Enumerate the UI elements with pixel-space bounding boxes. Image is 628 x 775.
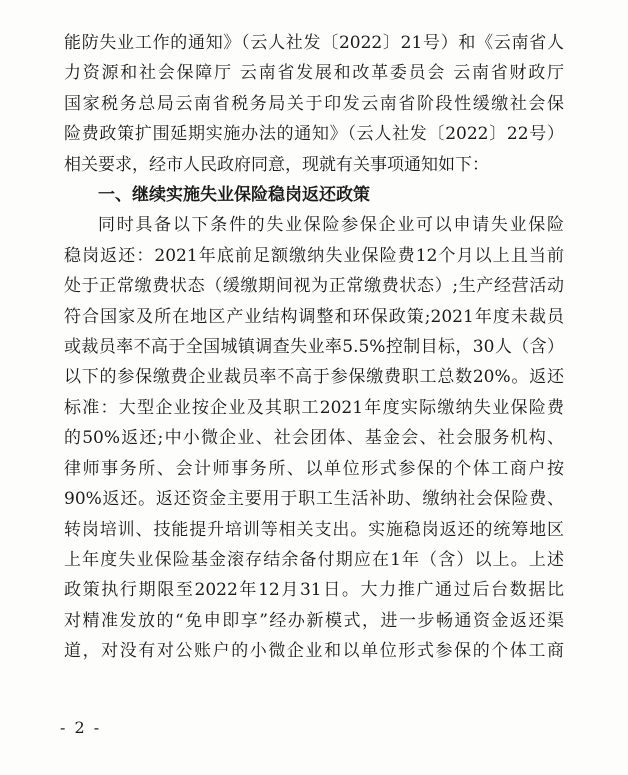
text-line: 90%返还。返还资金主要用于职工生活补助、缴纳社会保险费、 (64, 489, 564, 510)
text-line: 险费政策扩围延期实施办法的通知》（云人社发〔2022〕22号） (64, 124, 564, 145)
text-line: 符合国家及所在地区产业结构调整和环保政策;2021年度未裁员 (64, 306, 564, 327)
text-line: 相关要求，经市人民政府同意，现就有关事项通知如下： (64, 154, 489, 175)
text-line: 国家税务总局云南省税务局关于印发云南省阶段性缓缴社会保 (64, 93, 564, 114)
text-line: 政策执行期限至2022年12月31日。大力推广通过后台数据比 (64, 580, 564, 601)
text-line: 能防失业工作的通知》（云人社发〔2022〕21号）和《云南省人 (64, 33, 564, 53)
text-line: 力资源和社会保障厅 云南省发展和改革委员会 云南省财政厅 (64, 63, 564, 84)
text-line: 以下的参保缴费企业裁员率不高于参保缴费职工总数20%。返还 (64, 367, 564, 388)
text-line: 同时具备以下条件的失业保险参保企业可以申请失业保险 (98, 215, 564, 236)
text-line: 律师事务所、会计师事务所、以单位形式参保的个体工商户按 (64, 458, 564, 479)
text-line: 或裁员率不高于全国城镇调查失业率5.5%控制目标，30人（含） (64, 337, 564, 358)
page-number: - 2 - (60, 718, 102, 737)
text-line: 转岗培训、技能提升培训等相关支出。实施稳岗返还的统筹地区 (64, 519, 564, 540)
section-heading: 一、继续实施失业保险稳岗返还政策 (98, 185, 370, 206)
text-line: 的50%返还;中小微企业、社会团体、基金会、社会服务机构、 (64, 428, 564, 449)
text-line: 对精准发放的“免申即享”经办新模式，进一步畅通资金返还渠 (64, 610, 564, 631)
text-line: 上年度失业保险基金滚存结余备付期应在1年（含）以上。上述 (64, 549, 564, 570)
text-line: 道，对没有对公账户的小微企业和以单位形式参保的个体工商 (64, 641, 564, 662)
text-line: 处于正常缴费状态（缓缴期间视为正常缴费状态）;生产经营活动 (64, 276, 564, 297)
text-line: 稳岗返还：2021年底前足额缴纳失业保险费12个月以上且当前 (64, 245, 564, 266)
document-body (64, 28, 564, 667)
text-line: 标准：大型企业按企业及其职工2021年度实际缴纳失业保险费 (64, 397, 564, 418)
